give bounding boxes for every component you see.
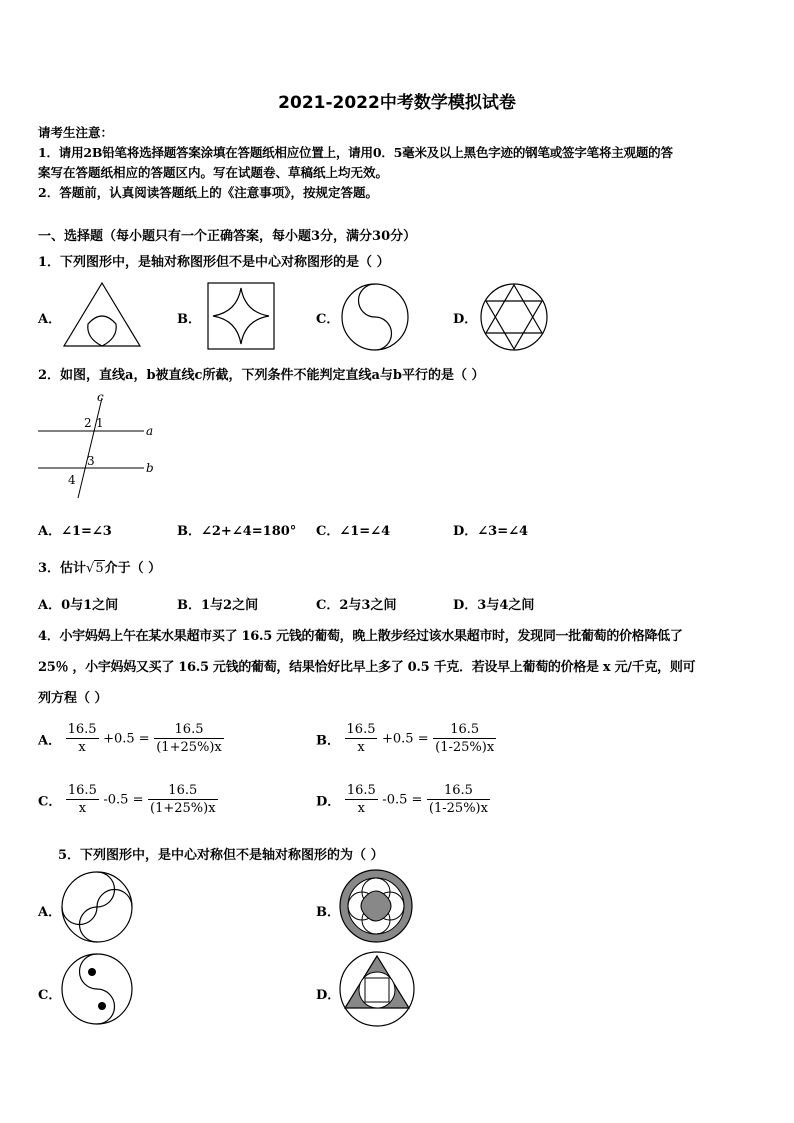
sqrt-symbol: √5 xyxy=(86,561,104,576)
q2-label-c: c xyxy=(97,390,104,404)
fraction: $\frac{16.5}{(1-25\%)x}$ xyxy=(428,783,488,816)
q4-option-c: C． $\frac{16.5}{x}$ -0.5 = $\frac{16.5}{(1+25\%)x}$ xyxy=(38,783,216,816)
q1-stem: 1．下列图形中，是轴对称图形但不是中心对称图形的是（ ） xyxy=(38,255,390,270)
q5-figure-a xyxy=(60,870,134,944)
q2-figure xyxy=(36,392,158,504)
q4-option-d: D． $\frac{16.5}{x}$ -0.5 = $\frac{16.5}{(1-25\%)x}$ xyxy=(316,783,488,816)
q1-label-b: B． xyxy=(177,312,201,327)
q2-option-a: A．∠1=∠3 xyxy=(38,524,112,539)
q3-stem-pre: 3．估计 xyxy=(38,561,87,576)
notice-line-1b: 案写在答题纸相应的答题区内。写在试题卷、草稿纸上均无效。 xyxy=(38,165,389,180)
fraction: $\frac{16.5}{x}$ xyxy=(346,722,376,755)
q2-option-d: D．∠3=∠4 xyxy=(453,524,529,539)
fraction: $\frac{16.5}{x}$ xyxy=(346,783,376,816)
notice-line-1a: 1．请用2B铅笔将选择题答案涂填在答题纸相应位置上，请用0．5毫米及以上黑色字迹的钢笔或签字笔将主观题的答 xyxy=(38,145,673,160)
q2-label-a: a xyxy=(146,424,154,438)
q3-option-d: D．3与4之间 xyxy=(453,598,535,613)
q3-stem xyxy=(38,557,161,576)
q1-figure-b xyxy=(207,282,275,350)
q5-label-b: B． xyxy=(316,905,340,920)
q2-label-b: b xyxy=(146,461,154,475)
q1-figure-d xyxy=(479,282,549,352)
q5-figure-b xyxy=(338,868,414,944)
q4-line-2: 25％ ，小宇妈妈又买了 16.5 元钱的葡萄，结果恰好比早上多了 0.5 千克．若设早上葡萄的价格是 x 元/千克，则可 xyxy=(38,660,696,675)
q2-option-b: B．∠2+∠4=180° xyxy=(177,524,297,539)
q3-stem-post: 介于（ ） xyxy=(104,561,162,576)
q2-option-c: C．∠1=∠4 xyxy=(316,524,391,539)
q1-figure-a xyxy=(60,280,144,350)
q3-radicand: 5 xyxy=(95,561,104,576)
q2-label-2: 2 xyxy=(84,416,92,430)
q4-line-3: 列方程（ ） xyxy=(38,691,108,706)
q5-stem: 5．下列图形中，是中心对称但不是轴对称图形的为（ ） xyxy=(58,848,384,863)
fraction: $\frac{16.5}{(1+25\%)x}$ xyxy=(156,722,222,755)
q5-label-a: A． xyxy=(38,905,62,920)
q4-option-b: B． $\frac{16.5}{x}$ +0.5 = $\frac{16.5}{(1-25\%)x}$ xyxy=(316,722,495,755)
q5-label-c: C． xyxy=(38,988,62,1003)
notice-heading: 请考生注意： xyxy=(38,125,114,140)
q5-label-d: D． xyxy=(316,988,341,1003)
q5-figure-c xyxy=(60,952,134,1026)
q1-label-c: C． xyxy=(316,312,340,327)
q3-option-c: C．2与3之间 xyxy=(316,598,397,613)
q3-option-b: B．1与2之间 xyxy=(177,598,259,613)
notice-line-2: 2．答题前，认真阅读答题纸上的《注意事项》，按规定答题。 xyxy=(38,185,378,200)
q2-label-1: 1 xyxy=(96,416,104,430)
q2-label-3: 3 xyxy=(87,454,95,468)
section-heading: 一、选择题（每小题只有一个正确答案，每小题3分，满分30分） xyxy=(38,229,417,244)
q3-option-a: A．0与1之间 xyxy=(38,598,119,613)
fraction: $\frac{16.5}{(1-25\%)x}$ xyxy=(435,722,495,755)
q1-label-a: A． xyxy=(38,312,62,327)
q2-label-4: 4 xyxy=(68,473,76,487)
q4-line-1: 4．小宇妈妈上午在某水果超市买了 16.5 元钱的葡萄，晚上散步经过该水果超市时，发现同一批葡萄的价格降低了 xyxy=(38,629,683,644)
q2-stem: 2．如图，直线a，b被直线c所截，下列条件不能判定直线a与b平行的是（ ） xyxy=(38,368,485,383)
fraction: $\frac{16.5}{(1+25\%)x}$ xyxy=(150,783,216,816)
q1-figure-c xyxy=(340,282,410,352)
page-title: 2021-2022中考数学模拟试卷 xyxy=(278,93,516,113)
fraction: $\frac{16.5}{x}$ xyxy=(67,783,97,816)
q1-label-d: D． xyxy=(453,312,478,327)
q4-option-a: A． $\frac{16.5}{x}$ +0.5 = $\frac{16.5}{(1+25\%)x}$ xyxy=(38,722,222,755)
fraction: $\frac{16.5}{x}$ xyxy=(67,722,97,755)
q5-figure-d xyxy=(338,950,416,1028)
